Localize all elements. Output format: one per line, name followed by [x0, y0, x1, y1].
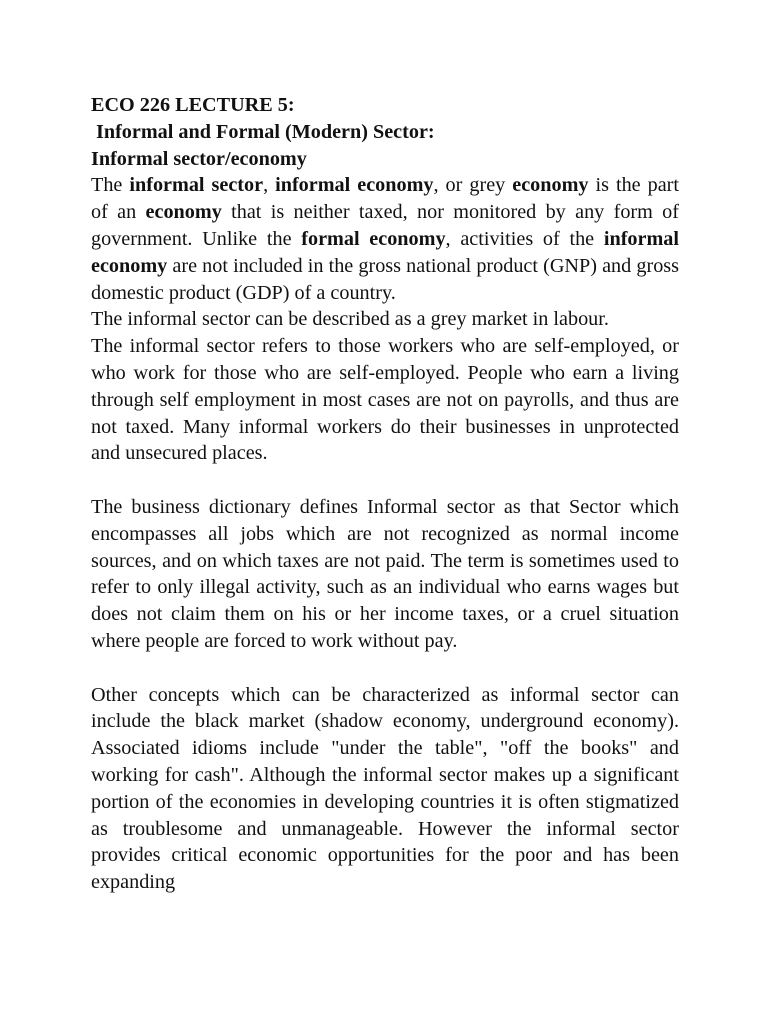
lecture-title: ECO 226 LECTURE 5:: [91, 94, 295, 116]
paragraph-self-employed: The informal sector refers to those workers who are self-employed, or who work for those who are self-employed. People who earn a living through self employment in most cases are not on payrolls, and thus are not taxed. Many informal workers do their businesses in unprotected and unsecured places.: [91, 335, 679, 465]
paragraph-spacer: [91, 655, 679, 682]
document-page: [91, 92, 679, 896]
paragraph-other-concepts: Other concepts which can be characterized as informal sector can include the black market (shadow economy, underground economy). Associated idioms include "under the table", "off the books" and working for cash". Although the informal sector makes up a significant portion of the economies in developing countries it is often stigmatized as troublesome and unmanageable. However the informal sector provides critical economic opportunities for the poor and has been expanding: [91, 683, 679, 894]
lecture-subtitle: Informal and Formal (Modern) Sector:: [96, 120, 435, 143]
paragraph-spacer: [91, 467, 679, 494]
section-heading: Informal sector/economy: [91, 147, 307, 170]
paragraph-grey-market: The informal sector can be described as a grey market in labour.: [91, 308, 609, 331]
paragraph-definition: The informal sector, informal economy, or grey economy is the part of an economy that is neither taxed, nor monitored by any form of government. Unlike the formal economy, activities of the informal economy are not included in the gross national product (GNP) and gross domestic product (GDP) of a country.: [91, 174, 680, 304]
paragraph-business-dictionary: The business dictionary defines Informal sector as that Sector which encompasses all jobs which are not recognized as normal income sources, and on which taxes are not paid. The term is sometimes used to refer to only illegal activity, such as an individual who earns wages but does not claim them on his or her income taxes, or a cruel situation where people are forced to work without pay.: [91, 495, 679, 652]
